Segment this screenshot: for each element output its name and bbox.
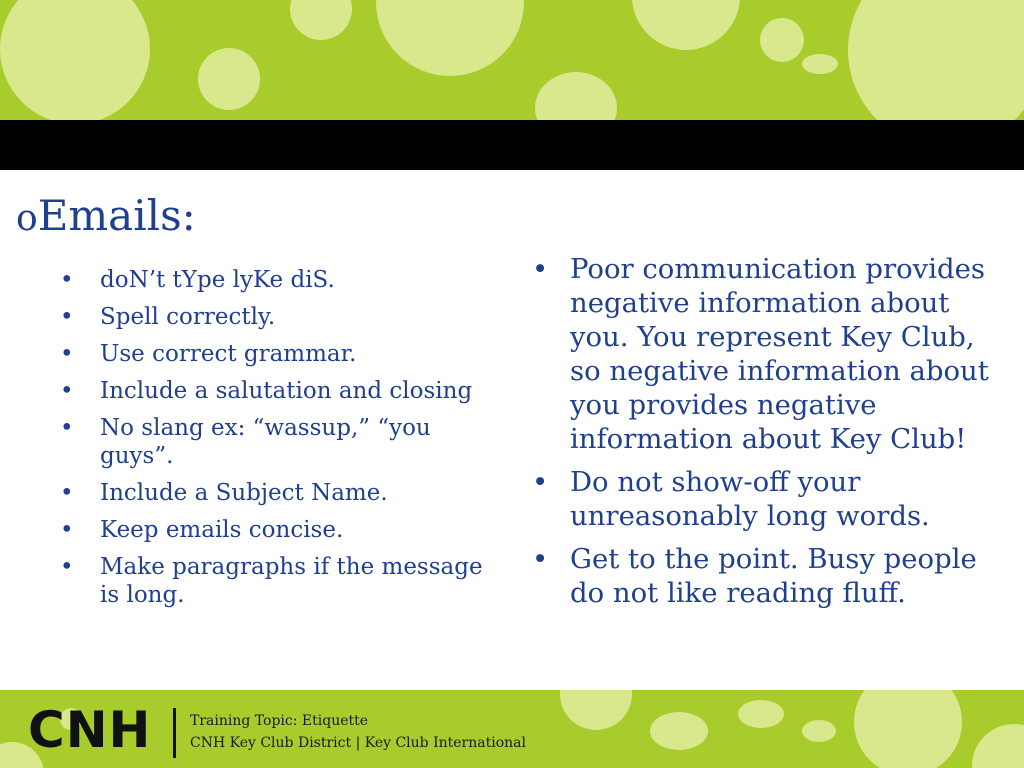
decor-bubble bbox=[738, 700, 784, 728]
decor-bubble bbox=[560, 690, 632, 730]
bullet-text: Do not show-off your unreasonably long words. bbox=[570, 466, 930, 532]
title-text: Emails: bbox=[37, 191, 196, 240]
list-item bbox=[56, 479, 504, 507]
footer-organization: CNH Key Club District | Key Club International bbox=[190, 735, 526, 751]
bullet-text: Use correct grammar. bbox=[100, 341, 357, 367]
title-marker: o bbox=[16, 198, 38, 239]
bullet-dot: • bbox=[60, 480, 74, 506]
list-item bbox=[56, 303, 504, 331]
list-item bbox=[530, 542, 1000, 610]
bullet-dot: • bbox=[60, 267, 74, 293]
bullet-text: Get to the point. Busy people do not like reading fluff. bbox=[570, 543, 977, 609]
decor-bubble bbox=[632, 0, 740, 50]
bullet-text: Spell correctly. bbox=[100, 304, 276, 330]
bullet-dot: • bbox=[60, 304, 74, 330]
bullet-dot: • bbox=[532, 253, 549, 285]
bullet-text: Make paragraphs if the message is long. bbox=[100, 554, 483, 608]
footer-decoration bbox=[0, 690, 1024, 768]
right-bullet-list bbox=[530, 252, 1000, 619]
list-item bbox=[530, 252, 1000, 456]
slide-title bbox=[16, 188, 196, 247]
bullet-dot: • bbox=[60, 554, 74, 580]
bullet-dot: • bbox=[60, 378, 74, 404]
decor-bubble bbox=[376, 0, 524, 76]
bullet-text: Poor communication provides negative information about you. You represent Key Club, so negative information about you provides negative information about Key Club! bbox=[570, 253, 989, 455]
list-item bbox=[56, 377, 504, 405]
footer-topic: Training Topic: Etiquette bbox=[190, 713, 369, 729]
bullet-text: Keep emails concise. bbox=[100, 517, 344, 543]
decor-bubble bbox=[535, 72, 617, 120]
bullet-text: doN’t tYpe lyKe diS. bbox=[100, 267, 335, 293]
bullet-dot: • bbox=[60, 415, 74, 441]
bullet-text: Include a Subject Name. bbox=[100, 480, 388, 506]
decor-bubble bbox=[802, 54, 838, 74]
list-item bbox=[56, 553, 504, 609]
list-item bbox=[530, 465, 1000, 533]
header-black-bar bbox=[0, 120, 1024, 170]
left-bullet-list bbox=[56, 266, 504, 618]
cnh-logo: CNH bbox=[28, 701, 152, 759]
bullet-text: Include a salutation and closing bbox=[100, 378, 473, 404]
decor-bubble bbox=[802, 720, 836, 742]
footer-divider bbox=[173, 708, 176, 758]
bullet-text: No slang ex: “wassup,” “you guys”. bbox=[100, 415, 431, 469]
decor-bubble bbox=[854, 690, 962, 768]
decor-bubble bbox=[972, 724, 1024, 768]
list-item bbox=[56, 414, 504, 470]
decor-bubble bbox=[290, 0, 352, 40]
bullet-dot: • bbox=[532, 466, 549, 498]
bullet-dot: • bbox=[60, 341, 74, 367]
decor-bubble bbox=[650, 712, 708, 750]
list-item bbox=[56, 340, 504, 368]
bullet-dot: • bbox=[532, 543, 549, 575]
decor-bubble bbox=[848, 0, 1024, 120]
bullet-dot: • bbox=[60, 517, 74, 543]
header-decoration bbox=[0, 0, 1024, 120]
decor-bubble bbox=[0, 0, 150, 120]
decor-bubble bbox=[760, 18, 804, 62]
decor-bubble bbox=[198, 48, 260, 110]
list-item bbox=[56, 266, 504, 294]
list-item bbox=[56, 516, 504, 544]
